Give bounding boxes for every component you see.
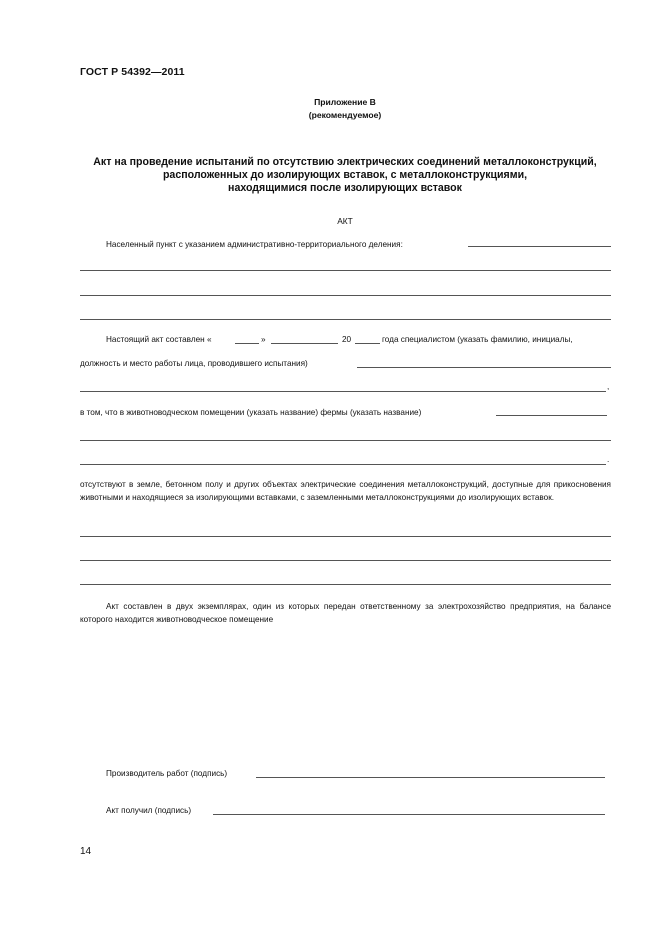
producer-signature-label: Производитель работ (подпись) [106, 769, 228, 778]
settlement-line-2[interactable] [80, 295, 611, 296]
absence-paragraph: отсутствуют в земле, бетонном полу и других объектах электрические соединения металлоконструкций, доступные для прикосновения животными и находящиеся за изолирующими вставками, с заземленными металлоконструкциями до изолирующих вставок. [80, 480, 611, 502]
received-signature-label: Акт получил (подпись) [106, 806, 192, 815]
page-number: 14 [80, 846, 92, 857]
drawn-up-suffix: года специалистом (указать фамилию, инициалы, [382, 335, 573, 344]
date-year-prefix: 20 [342, 335, 352, 344]
act-heading: АКТ [337, 216, 353, 226]
document-header: ГОСТ Р 54392—2011 [80, 66, 185, 78]
received-signature-blank[interactable] [213, 814, 605, 815]
livestock-line-1[interactable] [80, 440, 611, 441]
producer-signature-blank[interactable] [256, 777, 605, 778]
absence-line-3[interactable] [80, 584, 611, 585]
settlement-blank[interactable] [468, 246, 611, 247]
settlement-line-3[interactable] [80, 319, 611, 320]
absence-line-1[interactable] [80, 536, 611, 537]
settlement-label: Населенный пункт с указанием административно-территориального деления: [106, 240, 403, 249]
livestock-label: в том, что в животноводческом помещении (указать название) фермы (указать название) [80, 408, 422, 417]
absence-line-2[interactable] [80, 560, 611, 561]
act-title [60, 156, 630, 196]
position-line-2[interactable] [80, 391, 606, 392]
act-title-line-2: расположенных до изолирующих вставок, с металлоконструкциями, [162, 169, 528, 182]
date-quote-close: » [261, 335, 266, 344]
position-label: должность и место работы лица, проводившего испытания) [80, 359, 308, 368]
appendix-heading [60, 96, 630, 121]
act-title-line-1: Акт на проведение испытаний по отсутствию электрических соединений металлоконструкций, [93, 156, 597, 168]
livestock-line-2[interactable] [80, 464, 606, 465]
settlement-line-1[interactable] [80, 270, 611, 271]
drawn-up-prefix: Настоящий акт составлен « [106, 335, 212, 344]
date-day-blank[interactable] [235, 343, 259, 344]
date-year-blank[interactable] [355, 343, 380, 344]
period: . [607, 455, 610, 464]
copies-paragraph: Акт составлен в двух экземплярах, один из которых передан ответственному за электрохозяйство предприятия, на балансе которого находится животноводческое помещение [80, 602, 611, 624]
date-month-blank[interactable] [271, 343, 338, 344]
act-title-line-3: находящимися после изолирующих вставок [228, 182, 462, 195]
position-blank[interactable] [357, 367, 611, 368]
livestock-blank[interactable] [496, 415, 607, 416]
appendix-label: Приложение В [314, 97, 376, 107]
appendix-status: (рекомендуемое) [308, 109, 382, 120]
comma: , [607, 382, 610, 391]
